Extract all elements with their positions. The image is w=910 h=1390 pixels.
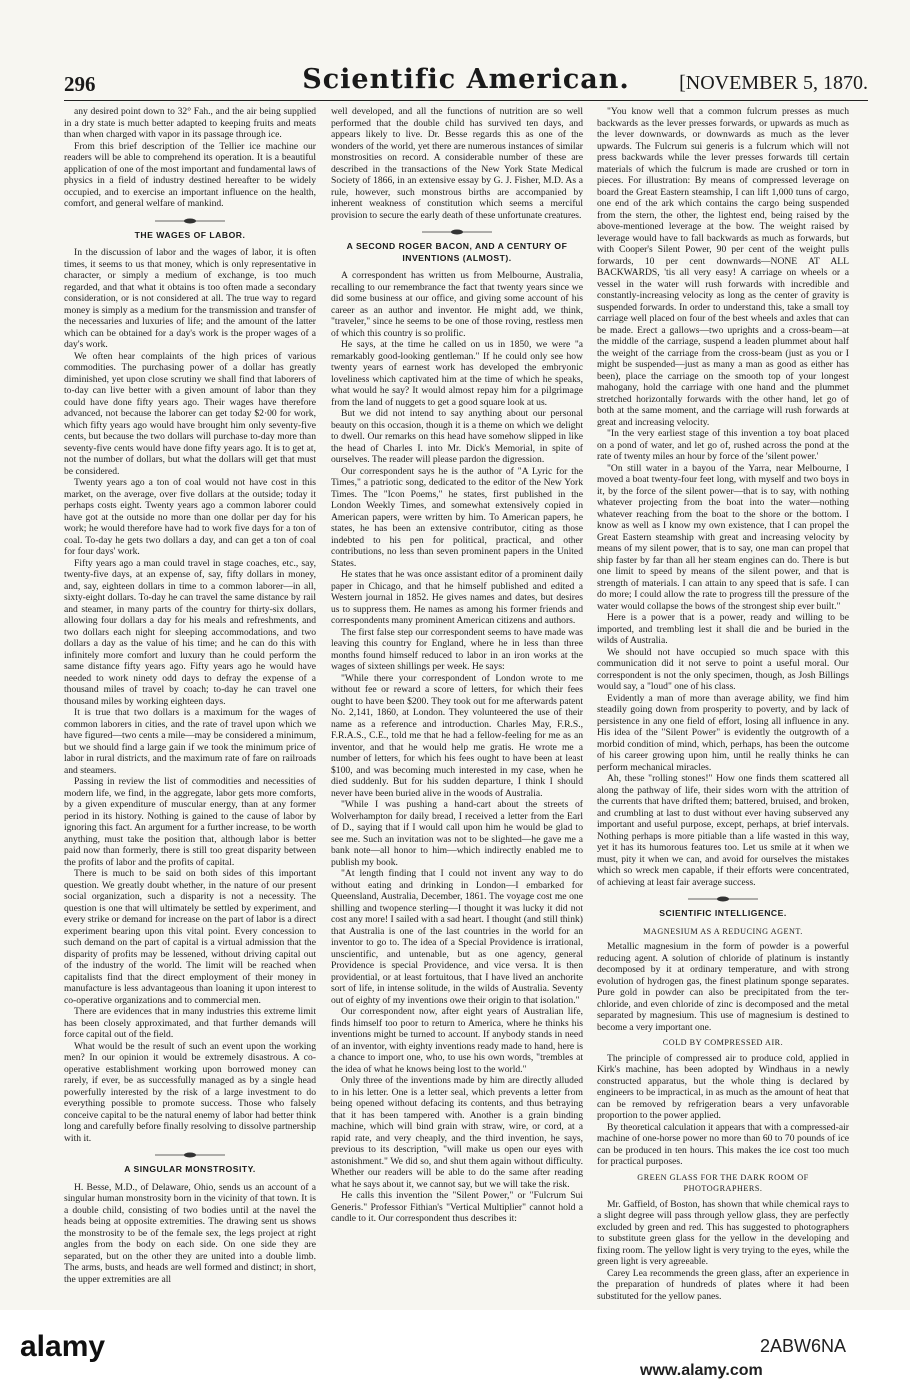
column-2 xyxy=(331,106,583,1306)
paragraph: In the discussion of labor and the wages of labor, it is often times, it seems to us that money, which is only representative in character, or simply a medium of exchange, is too much regarded, and that what it obtains is too often made a secondary consideration, or is not considered at all. The true way to regard money is simply as a medium for the transmission and transfer of the necessaries and luxuries of life; and the amount of the latter which can be obtained for a day's work is the proper wages of a day's work. xyxy=(64,247,316,350)
subheading: COLD BY COMPRESSED AIR. xyxy=(662,1038,784,1047)
paragraph: By theoretical calculation it appears that with a compressed-air machine of one-horse power no more than 60 to 70 pounds of ice can be produced in ten hours. This makes the ice cost too much for practical purposes. xyxy=(597,1121,849,1167)
paragraph: "While there your correspondent of London wrote to me without fee or reward a score of letters, for which their fees ought to have been $200. They took out for me afterwards patent No. 2,141, 1860, at London. They volunteered the use of their name as a reference and introduction. Charles May, F.R.S., F.R.A.S., C.E., told me that he had a fellow-feeling for me as an inventor, and that he would help me gratis. He wrote me a number of letters, for which his fees ought to have been at least $100, and was becoming much interested in my case, when he died suddenly. But for his sudden departure, I think I should never have been buried alive in the woods of Australia. xyxy=(331,672,583,799)
paragraph: any desired point down to 32° Fah., and the air being supplied in a dry state is much better adapted to keeping fruits and meats than when charged with vapor in its passage through ice. xyxy=(64,106,316,140)
paragraph: Twenty years ago a ton of coal would not have cost in this market, on the average, over five dollars at the outside; today it perhaps costs eight. Twenty years ago a common laborer could have got at the outside no more than one dollar per day for his work; he would therefore have had to work five days for a ton of coal. To-day he gets two dollars a day, and can get a ton of coal for four days' work. xyxy=(64,477,316,557)
paragraph: We should not have occupied so much space with this communication did it not serve to point a useful moral. Our correspondent is not the only specimen, though, as Josh Billings would say, a "loud" one of his class. xyxy=(597,646,849,692)
paragraph: We often hear complaints of the high prices of various commodities. The purchasing power of a dollar has greatly diminished, yet upon close scrutiny we shall find that laborers of to-day can live better with a given amount of labor than they could have done fifty years ago. Their wages have therefore advanced, not because the laborer can get today $2·00 for work, which fifty years ago would have brought him only seventy-five cents, but because the two dollars will purchase to-day more than seventy-five cents would have done fifty years ago. It is to get at, not the number of dollars, but what the dollars will get that must be considered. xyxy=(64,350,316,477)
paragraph: A correspondent has written us from Melbourne, Australia, recalling to our remembrance the fact that twenty years since we did some business at our office, and giving some account of his career as an author and inventor. He might add, we think, "traveler," since he seems to be one of those roving, restless men of which this country is so prolific. xyxy=(331,270,583,339)
column-1 xyxy=(64,106,316,1306)
paragraph: The first false step our correspondent seems to have made was leaving this country for England, where he in less than three months found himself reduced to labor in an iron works at the wages of sixteen shillings per week. He says: xyxy=(331,626,583,672)
paragraph: He states that he was once assistant editor of a prominent daily paper in Chicago, and that he himself published and edited a Western journal in 1852. He gives names and dates, but desires us to suppress them. He names as among his former friends and correspondents many prominent American citizens and authors. xyxy=(331,569,583,626)
paragraph: Our correspondent says he is the author of "A Lyric for the Times," a patriotic song, dedicated to the editor of the New York Times. The "Icon Poems," he states, first published in the London Weekly Times, and somewhat extensively copied in American papers, were written by him. To American papers, he states, he has been an extensive contributor, citing as those indebted to his pen for political, practical, and other contributions, no less than seven prominent papers in the United States. xyxy=(331,465,583,569)
journal-title: Scientific American. xyxy=(302,64,630,95)
paragraph: H. Besse, M.D., of Delaware, Ohio, sends us an account of a singular human monstrosity born in the vicinity of that town. It is a double child, consisting of two bodies until at the navel the heads being at opposite extremities. The drawing sent us shows the monstrosity to be of the female sex, the legs project at right angles from the body on each side. On one side they are separated, but on the other they are united into a double limb. The arms, busts, and heads are well formed and distinct; in short, the upper extremities are all xyxy=(64,1181,316,1285)
paragraph: There is much to be said on both sides of this important question. We greatly doubt whether, in the nature of our present social organization, such a disparity is not a necessity. The question is one that will ultimately be settled by experiment, and every strike or demand for increase on the part of labor is a direct experiment bearing upon this vital point. Every concession to such demand on the part of capital is a virtual admission that the disparity of profits may be lessened, without driving capital out of the industry of the world. The limit will be reached when capitalists find that the direct employment of their money in manufacture is less advantageous than loaning it upon interest to co-operative organizations and to commercial men. xyxy=(64,868,316,1006)
paragraph: It is true that two dollars is a maximum for the wages of common laborers in cities, and the rate of travel upon which we have figured—two cents a mile—may be considered a minimum, but we should find a large gain if we took the minimum price of labor in rural districts, and the maximum rate of fare on railroads and steamers. xyxy=(64,707,316,776)
paragraph: He says, at the time he called on us in 1850, we were "a remarkably good-looking gentleman." If he could only see how twenty years of earnest work has developed the embryonic loveliness which captivated him at the time of which he speaks, what would he say? It would almost repay him for a pilgrimage from the land of nuggets to get a good square look at us. xyxy=(331,339,583,408)
watermark-logo: alamy xyxy=(20,1330,106,1363)
paragraph: Passing in review the list of commodities and necessities of modern life, we find, in the aggregate, labor gets more comforts, by a given expenditure of muscular energy, than at any former period in its history. Nothing is gained to the cause of labor by ignoring this fact. An argument for a further increase, to be worth anything, must take the position that, although labor is better paid now than formerly, there is still too great disparity between the profits of labor and the profits of capital. xyxy=(64,776,316,868)
paragraph: "In the very earliest stage of this invention a toy boat placed on a pond of water, and let go of, rushed across the pond at the rate of twenty miles an hour by force of the 'silent power.' xyxy=(597,428,849,462)
paragraph: From this brief description of the Tellier ice machine our readers will be able to comprehend its operation. It is a beautiful application of one of the most important and fundamental laws of physics in a field of industry destined hereafter to be widely occupied, and to exercise an important influence on the health, comfort, and general welfare of mankind. xyxy=(64,140,316,209)
section-ornament-icon xyxy=(422,229,492,235)
section-heading: SCIENTIFIC INTELLIGENCE. xyxy=(659,908,787,918)
section-ornament-icon xyxy=(155,1152,225,1158)
section-ornament-icon xyxy=(155,218,225,224)
header-rule xyxy=(64,100,868,101)
paragraph: There are evidences that in many industries this extreme limit has been closely approximated, and that further demands will force capital out of the field. xyxy=(64,1006,316,1040)
paragraph: "While I was pushing a hand-cart about the streets of Wolverhampton for daily bread, I received a letter from the Earl of D., saying that if I would call upon him he would be glad to see me. Such an invitation was not to be slighted—he gave me a bank note—all honor to him—which indirectly enabled me to publish my book. xyxy=(331,799,583,868)
watermark-image-id: 2ABW6NA xyxy=(760,1336,847,1356)
paragraph: Only three of the inventions made by him are directly alluded to in his letter. One is a letter seal, which prevents a letter from being opened without defacing its contents, and thus betraying that it has been tampered with. Another is a grain binding machine, which will bind grain with straw, wire, or cord, at a rapid rate, and very cheaply, and the third invention, he says, previous to its description, "will make us open our eyes with astonishment." We did so, and shut them again without difficulty. Whether our readers will be able to do the same after reading what he says about it, we cannot say, but we will take the risk. xyxy=(331,1075,583,1190)
paragraph: well developed, and all the functions of nutrition are so well performed that the double child has survived ten days, and appears likely to live. Dr. Besse regards this as one of the wonders of the world, yet there are numerous instances of similar monstrosities on record. A considerable number of these are described in the transactions of the New York State Medical Society of 1866, in an extensive essay by G. J. Fisher, M.D. As a rule, however, such monstrous births are accompanied by inherent weakness of constitution which seems a merciful provision to secure the early death of these unfortunate creatures. xyxy=(331,106,583,221)
paragraph: Evidently a man of more than average ability, we find him steadily going down from prosperity to poverty, and by lack of persistence in any one field of effort, losing all influence in any. His idea of the "Silent Power" is evidently the outgrowth of a morbid condition of mind, which, perhaps, has been the outcome of his career growing upon him, until he really thinks he can perform mechanical miracles. xyxy=(597,692,849,773)
issue-date: [NOVEMBER 5, 1870. xyxy=(679,72,868,94)
paragraph: Here is a power that is a power, ready and willing to be imported, and trembling lest it shall die and be buried in the wilds of Australia. xyxy=(597,612,849,646)
subheading: GREEN GLASS FOR THE DARK ROOM OF PHOTOGRAPHERS. xyxy=(637,1172,809,1193)
article-heading: A SECOND ROGER BACON, AND A CENTURY OF INVENTIONS (ALMOST). xyxy=(346,241,568,263)
subheading: MAGNESIUM AS A REDUCING AGENT. xyxy=(643,926,803,936)
paragraph: The principle of compressed air to produce cold, applied in Kirk's machine, has been adopted by Windhaus in a newly constructed apparatus, but the whole thing is declared by engineers to be impractical, in as much as the amount of heat that can be removed by refrigeration bears a very unfavorable proportion to the power applied. xyxy=(597,1052,849,1121)
paragraph: Our correspondent now, after eight years of Australian life, finds himself too poor to return to America, where he thinks his inventions might be turned to account. If anybody stands in need of an inventor, with eighty inventions ready made to hand, here is a chance to import one, who, to use his own words, "trembles at the idea of what he knows being lost to the world." xyxy=(331,1006,583,1075)
masthead xyxy=(64,64,868,104)
watermark-url[interactable]: www.alamy.com xyxy=(640,1362,763,1379)
article-heading: THE WAGES OF LABOR. xyxy=(134,229,246,240)
page-number: 296 xyxy=(64,72,96,96)
paragraph: Mr. Gaffield, of Boston, has shown that while chemical rays to a slight degree will pass through yellow glass, they are perfectly excluded by green and red. This has suggested to photographers to substitute green glass for the yellow in the developing and fixing room. The yellow light is very trying to the eyes, while the green light is very agreeable. xyxy=(597,1198,849,1267)
paragraph: But we did not intend to say anything about our personal beauty on this occasion, though it is a theme on which we delight to dwell. Our remarks on this head have somehow slipped in like the head of Charles I. into Mr. Dick's Memorial, in spite of ourselves. The reader will please pardon the digression. xyxy=(331,408,583,465)
paragraph: He calls this invention the "Silent Power," or "Fulcrum Sui Generis." Professor Fithian's "Vertical Multiplier" cannot hold a candle to it. Our correspondent thus describes it: xyxy=(331,1190,583,1224)
paragraph: Fifty years ago a man could travel in stage coaches, etc., say, twenty-five days, at an expense of, say, fifty dollars in money, and, say, eighteen dollars in time to a common laborer—in all, sixty-eight dollars. To-day he can travel the same distance by rail and steamer, in many parts of the country for thirty-six dollars, allowing four dollars a day for his meals and refreshments, and two dollars each night for sleeping accommodations, and two dollars a day as the value of his time; and he can do this with infinitely more comfort and luxury than he could perform the same distance fifty years ago. Fifty years ago he would have needed to work ninety odd days to defray the expense of a thousand miles of travel by coach; to-day he can travel one thousand miles by working eighteen days. xyxy=(64,557,316,707)
article-heading: A SINGULAR MONSTROSITY. xyxy=(124,1164,256,1174)
paragraph: What would be the result of such an event upon the working men? In our opinion it would be extremely disastrous. A co-operative establishment working upon borrowed money can rarely, if ever, be as successfully managed as by a single head powerfully interested by the risk of a large investment to do everything possible to promote success. Those who falsely conceive capital to be the natural enemy of labor had better think long and carefully before finally resolving to dissolve partnership with it. xyxy=(64,1040,316,1144)
paragraph: Metallic magnesium in the form of powder is a powerful reducing agent. A solution of chloride of platinum is instantly decomposed by it at ordinary temperature, and with strong evolution of hydrogen gas, the finest platinum sponge separates. Pure gold in powder can also be precipitated from the ter-chloride, and even chloride of zinc is decomposed and the metal separated by magnesium. This use of magnesium is destined to become a very important one. xyxy=(597,941,849,1033)
column-3 xyxy=(597,106,849,1306)
paragraph: "At length finding that I could not invent any way to do without eating and drinking in London—I embarked for Queensland, Australia, December, 1861. The voyage cost me one shilling and twopence sterling—I thought it was lucky it did not cost any more! I sailed with a sad heart. I thought (and still think) that Australia is one of the last countries in the world for an inventor to go to. The idea of a Special Providence is irrational, unscientific, and untenable, but as one agency, general Providence is special Providence, and vice versa. It is then providential, or at least fortuitous, that I have lived an anchorite sort of life, in intense solitude, in the wilds of Australia. Seventy out of eighty of my inventions owe their origin to that isolation." xyxy=(331,868,583,1006)
paragraph: "You know well that a common fulcrum presses as much backwards as the lever presses forwards, or upwards as much as the lever downwards, or downwards as much as the lever upwards. The Fulcrum sui generis is a fulcrum which will not press backwards while the lever presses forwards till certain materials of which the fulcrum is made are crushed or torn in pieces. For illustration: By means of compressed leverage on board the Great Eastern steamship, I can lift 1,000 tuns of cargo, one end of the ark which contains the cargo being suspended from the stern, the other, the lightest end, being raised by the above-mentioned leverage at the bow. The weight raised by leverage would have to fall backwards as much as forwards, but with Cooper's Silent Power, 90 per cent of the weight pulls forwards, 10 per cent downwards—NONE AT ALL BACKWARDS, 'tis all very easy! A carriage on wheels or a vessel in the water will rush forwards with incredible and constantly-increasing velocity as long as the center of gravity is suspended forwards. In order to understand this, take a small toy carriage well placed on four of the best wheels and axles that can be made. Erect a gallows—two uprights and a cross-beam—at the middle of the carriage, suspend a leaden plummet about half the weight of the carriage from the cross-beam (just as you or I might be suspended—just as many a man as good as either has been), place the carriage on the smooth top of your longest mahogany, hold the carriage with one hand and the plummet stretched horizontally forwards with the other hand, let go of both at the same moment, and the carriage will rush forwards at great and increasing velocity. xyxy=(597,106,849,428)
paragraph: Ah, these "rolling stones!" How one finds them scattered all along the pathway of life, their sides worn with the attrition of the currents that have drifted them; battered, bruised, and broken, and crumbling at last to dust without ever having subserved any important and useful purpose, except, perhaps, at brief intervals. Nothing perhaps is more pitiable than a life wasted in this way, yet it has its humorous features too. Let us smile at it when we must, pity it when we can, and avoid for ourselves the mistakes which so wreck men capable, if their efforts were concentrated, of achieving at least fair average success. xyxy=(597,773,849,888)
paragraph: "On still water in a bayou of the Yarra, near Melbourne, I moved a boat twenty-four feet long, with myself and two boys in it, by the force of the silent power—that is to say, with nothing whatever projecting from the boat into the water—nothing whatever reaching from the boat to the shore or the bottom. I know as well as I know my own existence, that I can propel the Great Eastern steamship with great and increasing velocity by means of my silent power, that is to say, one man can propel that ship faster by far than all her steam engines can do. There is but one limit to speed by means of the silent power, and that is strength of materials. I can attain to any speed that is safe. I can do more; I could allow the rate to progress till the pressure of the water would collapse the bows of the strongest ship ever built." xyxy=(597,462,849,612)
section-ornament-icon xyxy=(688,896,758,902)
paragraph: Carey Lea recommends the green glass, after an experience in the preparation of hundreds of plates where it had been substituted for the yellow panes. xyxy=(597,1267,849,1302)
